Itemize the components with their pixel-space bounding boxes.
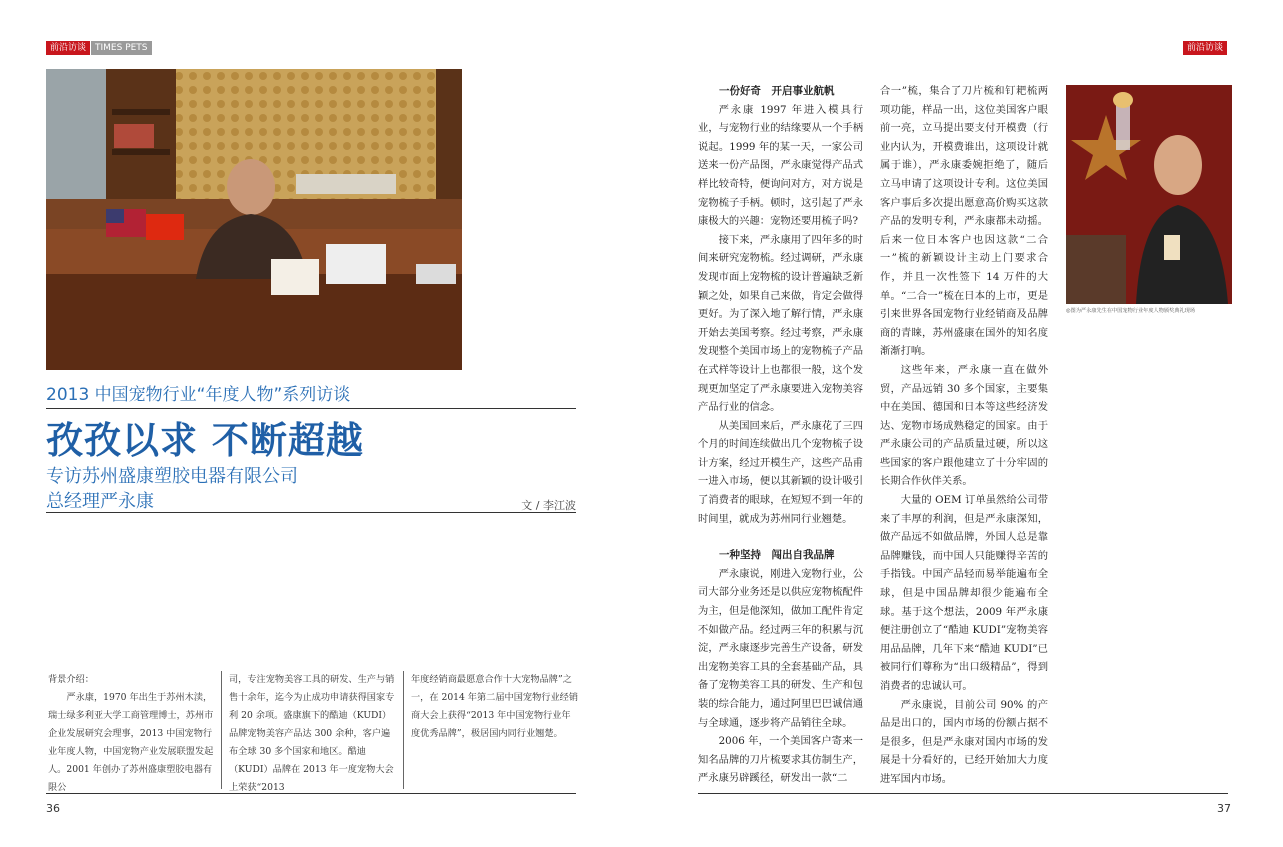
col1-paragraph-3: 从美国回来后，严永康花了三四个月的时间连续做出几个宠物梳子设计方案，经过开模生产，这些产品甫一进入市场，便以其新颖的设计吸引了消费者的眼球，在短短不到一年的时间里，就成为苏州同行业翘楚。	[698, 419, 863, 525]
col1-paragraph-2: 接下来，严永康用了四年多的时间来研究宠物梳。经过调研，严永康发现市面上宠物梳的设计普遍缺乏新颖之处，如果自己来做，肯定会做得更好。为了深入地了解行情，严永康开始去美国考察。经过考察，严永康发现整个美国市场上的宠物梳子产品在式样等设计上也都很一般，这个发现更加坚定了严永康要进入宠物美容产品行业的信念。	[698, 233, 863, 414]
col2-paragraph-1: 合一”梳，集合了刀片梳和钉耙梳两项功能，样品一出，这位美国客户眼前一亮，立马提出要支付开模费（行业内认为，开模费谁出，这项设计就属于谁），严永康委婉拒绝了，随后立马申请了这项设计专利。这位美国客户事后多次提出愿意高价购买这款产品的发明专利，严永康都未动摇。后来一位日本客户也因这款“二合一”梳的新颖设计主动上门要求合作，并且一次性签下 14 万件的大单。“二合一”梳在日本的上市，更是引来世界各国宠物行业经销商及品牌商的青睐，苏州盛康在国外的知名度渐渐打响。	[880, 85, 1048, 358]
article-column-1	[698, 82, 863, 788]
title-rule-top	[46, 408, 576, 409]
subtitle-line1: 专访苏州盛康塑胶电器有限公司	[46, 466, 298, 487]
office-photo	[46, 69, 462, 370]
page-number-right: 37	[1217, 802, 1231, 815]
background-text-3: 年度经销商最愿意合作十大宠物品牌”之一，在 2014 年第二届中国宠物行业经销商大会上获得“2013 年中国宠物行业年度优秀品牌”，极居国内同行业翘楚。	[411, 674, 579, 739]
portrait-photo	[1066, 85, 1232, 304]
page-number-left: 36	[46, 802, 60, 815]
section-tag-red-right: 前沿访谈	[1183, 41, 1227, 55]
col2-paragraph-4: 严永康说，目前公司 90% 的产品是出口的，国内市场的份额占据不是很多，但是严永康对国内市场的发展是十分看好的，已经开始加大力度进军国内市场。	[880, 698, 1048, 785]
headline: 孜孜以求 不断超越	[46, 419, 364, 462]
section-tag-right	[1183, 41, 1227, 55]
section1-heading: 一份好奇 开启事业航帆	[719, 85, 835, 97]
col2-paragraph-2: 这些年来，严永康一直在做外贸，产品远销 30 多个国家，主要集中在美国、德国和日本等这些经济发达、宠物市场成熟稳定的国家。由于严永康公司的产品质量过硬，所以这些国家的客户跟他建立了十分牢固的长期合作伙伴关系。	[880, 363, 1048, 488]
background-text-2: 司，专注宠物美容工具的研发、生产与销售十余年，迄今为止成功申请获得国家专利 20 余项。盛康旗下的酷迪（KUDI）品牌宠物美容产品达 300 余种，客户遍布全球 30 多个国家和地区。酷迪（KUDI）品牌在 2013 年一度宠物大会上荣获“2013	[229, 674, 395, 793]
author-credit: 文 / 李江波	[521, 499, 576, 512]
section-tag-left	[46, 41, 152, 55]
title-rule-bottom	[46, 512, 576, 513]
col1-paragraph-4: 严永康说，刚进入宠物行业，公司大部分业务还是以供应宠物梳配件为主，但是他深知，做加工配件肯定不如做产品。经过两三年的积累与沉淀，严永康逐步完善生产设备，研发出宠物美容工具的全套基础产品，具备了宠物美容工具的研发、生产和包装的综合能力，通过阿里巴巴诚信通与全球通，逐步将产品销往全球。	[698, 567, 863, 729]
background-col-1	[48, 671, 216, 797]
photo-caption: ◎图为严永康先生在中国宠物行业年度人物颁奖典礼现场	[1066, 308, 1196, 314]
series-title: 2013 中国宠物行业“年度人物”系列访谈	[46, 385, 351, 405]
section2-heading: 一种坚持 闯出自我品牌	[719, 549, 835, 562]
section-tag-red: 前沿访谈	[46, 41, 90, 55]
article-column-2	[880, 82, 1048, 789]
background-divider-2	[403, 671, 404, 789]
footer-rule-left	[46, 793, 576, 794]
background-divider-1	[221, 671, 222, 789]
background-col-3	[411, 671, 579, 743]
footer-rule-right	[698, 793, 1228, 794]
col1-paragraph-5: 2006 年，一个美国客户寄来一知名品牌的刀片梳要求其仿制生产，严永康另辟蹊径，研发出一款“二	[698, 735, 863, 785]
background-col-2	[229, 671, 397, 797]
subtitle-line2: 总经理严永康	[46, 491, 154, 512]
section-tag-grey: TIMES PETS	[91, 41, 152, 55]
col1-paragraph-1: 严永康 1997 年进入模具行业，与宠物行业的结缘要从一个手柄说起。1999 年的某一天，一家公司送来一份产品图，严永康觉得产品式样比较奇特，便询问对方，对方说是宠物梳子手柄。顿时，这引起了严永康极大的兴趣：宠物还要用梳子吗?	[698, 103, 863, 228]
col2-paragraph-3: 大量的 OEM 订单虽然给公司带来了丰厚的利润，但是严永康深知，做产品远不如做品牌，外国人总是靠品牌赚钱，而中国人只能赚得辛苦的手指钱。中国产品轻而易举能遍布全球，但是中国品牌却很少能遍布全球。基于这个想法，2009 年严永康便注册创立了“酷迪 KUDI”宠物美容用品品牌，几年下来“酷迪 KUDI”已被同行们尊称为“出口级精品”，得到消费者的忠诚认可。	[880, 494, 1048, 692]
background-text-1: 严永康，1970 年出生于苏州木渎，瑞士绿多利亚大学工商管理博士，苏州市企业发展研究会理事，2013 中国宠物行业年度人物，中国宠物产业发展联盟发起人。2001 年创办了苏州盛康塑胶电器有限公	[48, 692, 214, 793]
background-label: 背景介绍：	[48, 674, 94, 685]
